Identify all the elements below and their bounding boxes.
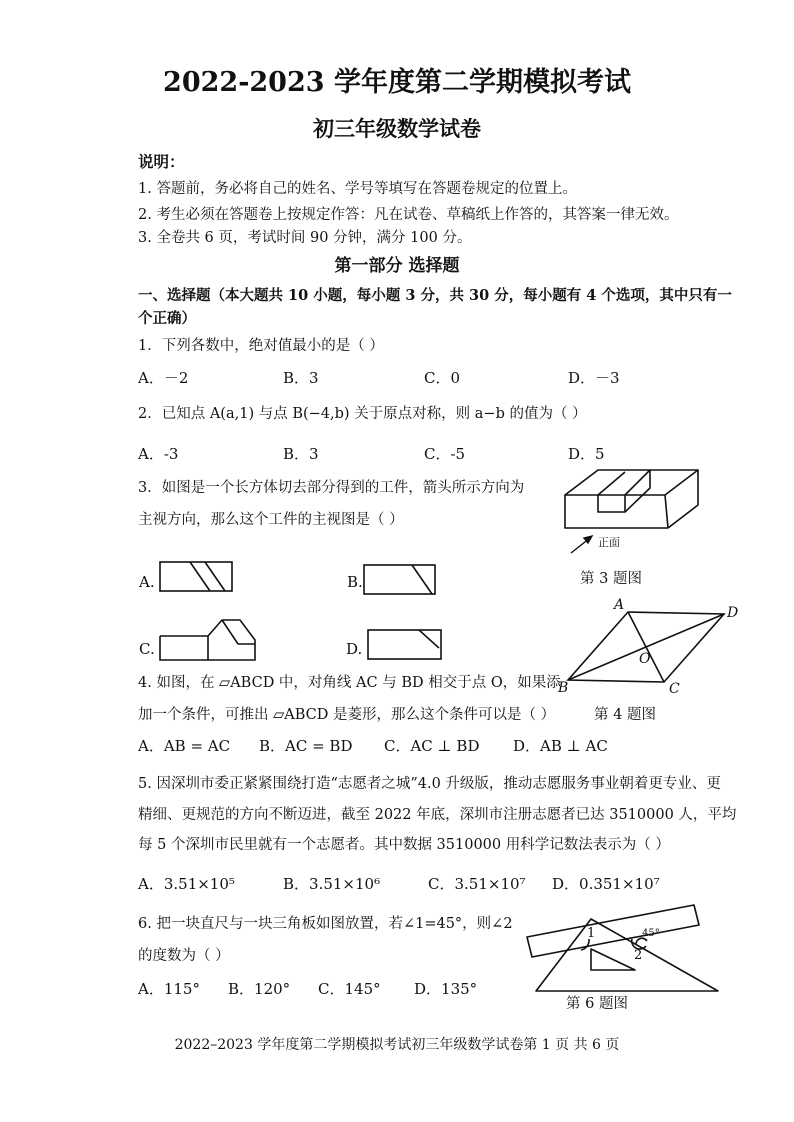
q3-caption: 第 3 题图: [580, 571, 642, 587]
q1-option-b: B．3: [283, 369, 319, 387]
q5-line1: 5. 因深圳市委正紧紧围绕打造“志愿者之城”4.0 升级版，推动志愿服务事业朝着更专业、更: [138, 776, 721, 792]
q4-point-d: D: [727, 605, 739, 621]
exam-subtitle: 初三年级数学试卷: [313, 116, 481, 141]
q2-option-d: D．5: [568, 445, 605, 463]
q6-option-a: A．115°: [138, 980, 200, 998]
note-item-3: 3. 全卷共 6 页，考试时间 90 分钟，满分 100 分。: [138, 230, 472, 246]
q4-point-a: A: [614, 597, 625, 613]
q2-option-c: C．-5: [424, 445, 466, 463]
q6-angle-2-label: 2: [634, 948, 643, 963]
q4-option-d: D．AB ⊥ AC: [513, 737, 608, 755]
q3-option-a-label: A.: [139, 573, 155, 591]
q6-caption: 第 6 题图: [566, 996, 628, 1012]
notes-heading: 说明：: [138, 152, 185, 171]
q6-angle-45-label: 45°: [642, 928, 660, 939]
q5-option-a: A．3.51×10⁵: [138, 875, 235, 893]
q6-option-b: B．120°: [228, 980, 291, 998]
part-intro-line1: 一、选择题（本大题共 10 小题，每小题 3 分，共 30 分，每小题有 4 个选项，其中只有一: [138, 287, 732, 304]
q4-option-b: B．AC = BD: [259, 737, 353, 755]
q6-line2: 的度数为（ ）: [138, 948, 230, 964]
q5-option-b: B．3.51×10⁶: [283, 875, 381, 893]
part-intro-line2: 个正确）: [138, 310, 196, 327]
q3-option-c-label: C.: [139, 640, 155, 658]
q1-option-a: A．－2: [138, 369, 189, 387]
q3-line2: 主视方向，那么这个工件的主视图是（ ）: [138, 512, 404, 528]
q4-option-a: A．AB = AC: [138, 737, 231, 755]
q6-angle-1-label: 1: [587, 926, 596, 941]
q5-option-d: D．0.351×10⁷: [552, 875, 660, 893]
q6-option-d: D．135°: [414, 980, 478, 998]
q1-option-c: C．0: [424, 369, 461, 387]
q3-front-label: 正面: [598, 536, 620, 549]
section-heading: 第一部分 选择题: [334, 256, 460, 276]
note-item-1: 1. 答题前，务必将自己的姓名、学号等填写在答题卷规定的位置上。: [138, 181, 577, 197]
q3-option-b-label: B.: [347, 573, 363, 591]
q5-option-c: C．3.51×10⁷: [428, 875, 526, 893]
page-footer: 2022–2023 学年度第二学期模拟考试初三年级数学试卷第 1 页 共 6 页: [174, 1037, 620, 1053]
q4-option-c: C．AC ⊥ BD: [384, 737, 480, 755]
q4-line1: 4. 如图，在 ▱ABCD 中，对角线 AC 与 BD 相交于点 O，如果添: [138, 675, 561, 691]
q2-stem: 2．已知点 A(a,1) 与点 B(−4,b) 关于原点对称，则 a−b 的值为（ ）: [138, 406, 587, 422]
q6-line1: 6. 把一块直尺与一块三角板如图放置，若∠1=45°，则∠2: [138, 916, 513, 932]
note-item-2: 2. 考生必须在答题卷上按规定作答：凡在试卷、草稿纸上作答的，其答案一律无效。: [138, 207, 679, 223]
q4-point-o: O: [639, 651, 651, 667]
q5-line2: 精细、更规范的方向不断迈进，截至 2022 年底，深圳市注册志愿者已达 3510000 人，平均: [138, 807, 737, 823]
q2-option-b: B．3: [283, 445, 319, 463]
q4-line2: 加一个条件，可推出 ▱ABCD 是菱形，那么这个条件可以是（ ）: [138, 707, 556, 723]
q5-line3: 每 5 个深圳市民里就有一个志愿者。其中数据 3510000 用科学记数法表示为（ ）: [138, 837, 670, 853]
exam-title: 2022-2023 学年度第二学期模拟考试: [163, 67, 631, 98]
q4-point-c: C: [669, 681, 680, 697]
q4-point-b: B: [558, 680, 569, 696]
q1-stem: 1．下列各数中，绝对值最小的是（ ）: [138, 338, 384, 354]
q3-line1: 3．如图是一个长方体切去部分得到的工件，箭头所示方向为: [138, 480, 525, 496]
q6-option-c: C．145°: [318, 980, 381, 998]
q3-option-d-label: D.: [346, 640, 363, 658]
q2-option-a: A．-3: [138, 445, 179, 463]
q4-caption: 第 4 题图: [594, 707, 656, 723]
q1-option-d: D．－3: [568, 369, 620, 387]
